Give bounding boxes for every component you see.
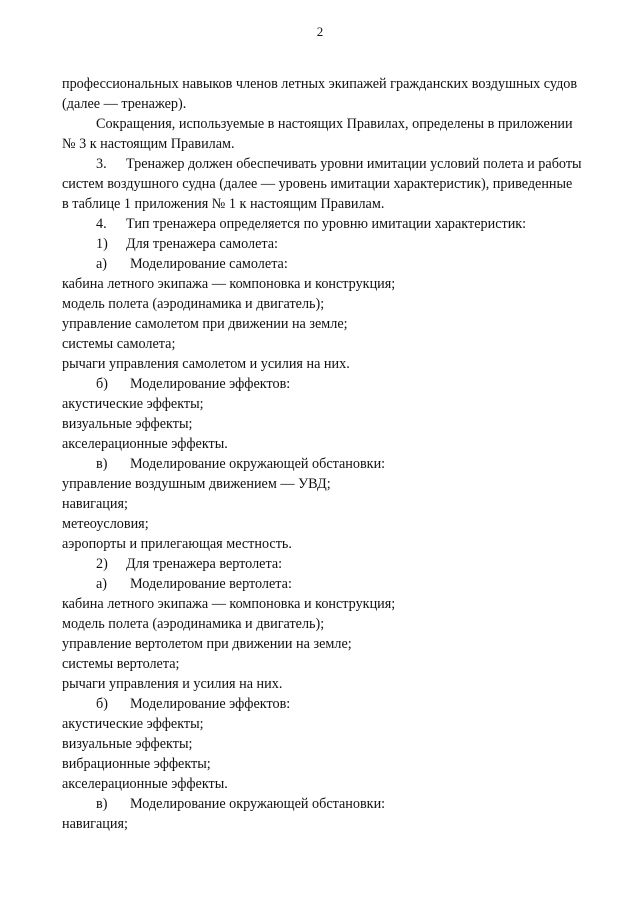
list-item: рычаги управления и усилия на них. [62, 676, 283, 692]
list-item: модель полета (аэродинамика и двигатель); [62, 296, 325, 312]
list-item: акустические эффекты; [62, 396, 204, 412]
subsection-letter: а) [96, 256, 108, 272]
paragraph-line: в таблице 1 приложения № 1 к настоящим Правилам. [62, 196, 385, 212]
subsection-letter: в) [96, 456, 108, 472]
subsection-title: Моделирование вертолета: [130, 576, 292, 592]
subsection-letter: в) [96, 796, 108, 812]
subsection-title: Моделирование окружающей обстановки: [130, 796, 386, 812]
subsection-heading [96, 374, 606, 394]
list-item: системы самолета; [62, 336, 176, 352]
list-item: управление вертолетом при движении на земле; [62, 636, 352, 652]
section-title: Для тренажера самолета: [126, 236, 278, 252]
list-item: визуальные эффекты; [62, 736, 193, 752]
page-number: 2 [316, 24, 324, 39]
list-item: управление самолетом при движении на земле; [62, 316, 348, 332]
section-number: 1) [96, 236, 108, 252]
section-2-heading [96, 554, 606, 574]
paragraph-line: (далее — тренажер). [62, 96, 187, 112]
subsection-title: Моделирование окружающей обстановки: [130, 456, 386, 472]
subsection-title: Моделирование эффектов: [130, 696, 291, 712]
list-item: системы вертолета; [62, 656, 180, 672]
subsection-heading [96, 694, 606, 714]
paragraph-line: Сокращения, используемые в настоящих Правилах, определены в приложении [96, 116, 573, 132]
list-item: вибрационные эффекты; [62, 756, 211, 772]
subsection-letter: а) [96, 576, 108, 592]
subsection-heading [96, 254, 606, 274]
list-item: рычаги управления самолетом и усилия на них. [62, 356, 350, 372]
subsection-title: Моделирование эффектов: [130, 376, 291, 392]
list-item: навигация; [62, 496, 128, 512]
list-item: кабина летного экипажа — компоновка и конструкция; [62, 276, 396, 292]
paragraph-line: систем воздушного судна (далее — уровень имитации характеристик), приведенные [62, 176, 573, 192]
clause-text: Тип тренажера определяется по уровню имитации характеристик: [126, 216, 527, 232]
clause-text: Тренажер должен обеспечивать уровни имитации условий полета и работы [126, 156, 582, 172]
list-item: акселерационные эффекты. [62, 776, 228, 792]
list-item: аэропорты и прилегающая местность. [62, 536, 292, 552]
subsection-heading [96, 574, 606, 594]
clause-number: 4. [96, 216, 107, 232]
list-item: акселерационные эффекты. [62, 436, 228, 452]
list-item: управление воздушным движением — УВД; [62, 476, 331, 492]
list-item: метеоусловия; [62, 516, 149, 532]
section-number: 2) [96, 556, 108, 572]
section-1-heading [96, 234, 606, 254]
clause-4-line [96, 214, 606, 234]
clause-number: 3. [96, 156, 107, 172]
subsection-letter: б) [96, 376, 108, 392]
subsection-letter: б) [96, 696, 108, 712]
list-item: модель полета (аэродинамика и двигатель); [62, 616, 325, 632]
list-item: акустические эффекты; [62, 716, 204, 732]
list-item: навигация; [62, 816, 128, 832]
paragraph-line: № 3 к настоящим Правилам. [62, 136, 235, 152]
list-item: кабина летного экипажа — компоновка и конструкция; [62, 596, 396, 612]
list-item: визуальные эффекты; [62, 416, 193, 432]
section-title: Для тренажера вертолета: [126, 556, 283, 572]
subsection-heading [96, 794, 606, 814]
subsection-heading [96, 454, 606, 474]
clause-3-line [96, 154, 606, 174]
paragraph-line: профессиональных навыков членов летных экипажей гражданских воздушных судов [62, 76, 578, 92]
subsection-title: Моделирование самолета: [130, 256, 288, 272]
